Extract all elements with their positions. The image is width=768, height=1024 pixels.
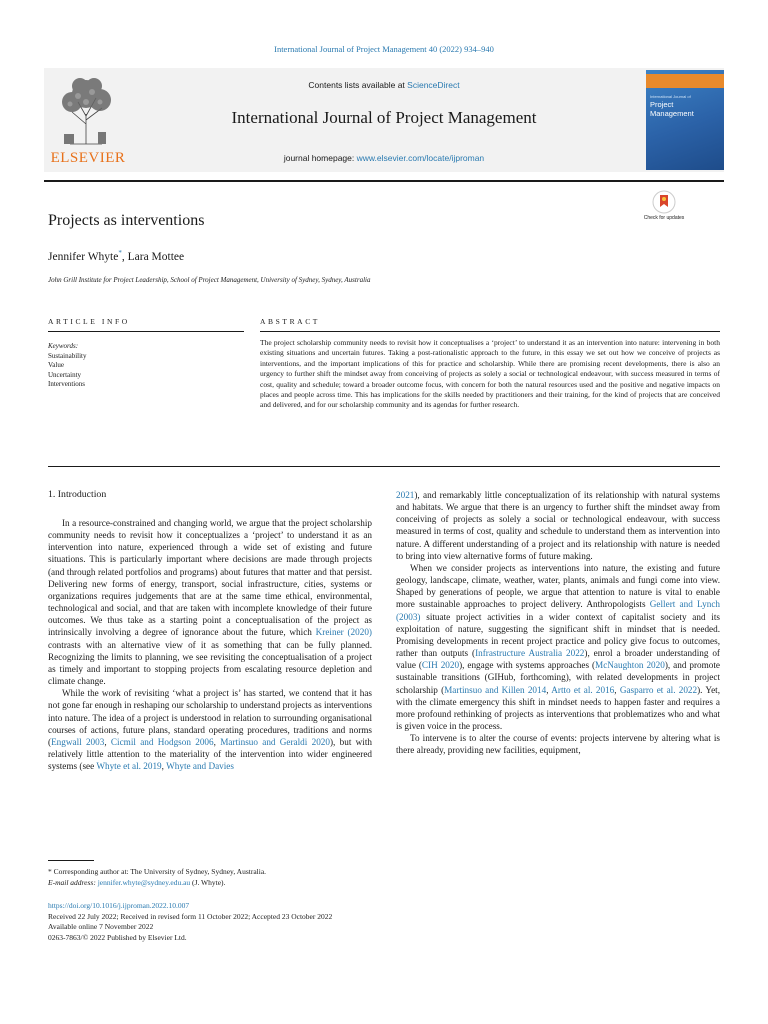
left-column [48,517,372,772]
article-title: Projects as interventions [48,212,205,229]
footnote-text: Corresponding author at: The University of Sydney, Sydney, Australia. [51,867,267,876]
text-run: While the work of revisiting ‘what a project is’ has started, we contend that it has not gone far enough in reshaping our scholarship to understand projects as interventions into nature. The idea of a project is understood in relation to surrounding organisational courses of actions, future plans, standard operating procedures, traditions and norms ( [48,688,372,747]
article-info-rule [48,331,244,332]
publisher-logo-text: ELSEVIER [50,150,126,166]
text-run: ), and remarkably little conceptualization of its relationship with natural systems and habitats. We argue that there is an urgency to further shift the mindset away from conceiving of projects as solely a social or technological endeavour, with success measured in terms of cost, quality and schedule to understand them as intervention into nature. A different understanding of a project and its relationship with nature is needed to bring into view alternative forms of future making. [396,490,720,561]
journal-title: International Journal of Project Management [231,108,537,127]
email-link[interactable]: jennifer.whyte@sydney.edu.au [97,878,191,887]
citation-link[interactable]: Cicmil and Hodgson 2006 [110,736,214,747]
author-2: Lara Mottee [127,250,185,263]
affiliation: John Grill Institute for Project Leadership, School of Project Management, University of Sydney, Sydney, Australia [48,276,371,284]
keyword: Uncertainty [48,370,82,379]
citation-link[interactable]: Artto et al. 2016 [551,684,615,695]
citation-link[interactable]: McNaughton 2020 [595,660,665,671]
available-online: Available online 7 November 2022 [48,922,154,932]
doi-link[interactable]: https://doi.org/10.1016/j.ijproman.2022.10.007 [48,901,190,910]
text-run: ), but with relatively little attention to the materiality of the intervention into wider engineered systems (see [48,736,372,772]
paragraph [396,489,720,562]
article-info-heading: ARTICLE INFO [48,317,130,326]
text-run: situate project activities in a wider context of capitalist society and its exploitation of nature, suggesting the significant shift in mindset that is needed. Promising developments in recent project practice and policy give focus to outcomes, rather than outputs ( [396,611,720,659]
author-1: Jennifer Whyte [48,250,119,263]
email-label: E-mail address: [48,878,98,887]
footnote-mark: * [48,867,52,876]
citation-link[interactable]: Whyte et al. 2019 [96,761,162,772]
right-column [396,489,720,756]
cover-band [646,74,724,88]
text-run: contrasts with an alternative view of it as something that can be fully planned. Recognizing the limits to planning, we see revisiting the conceptualisation of a project as timely and important to stopping projects from escalating resource depletion and climate change. [48,639,372,687]
citation-link[interactable]: CIH 2020 [421,660,460,671]
authors-line [48,249,184,263]
homepage-link[interactable]: www.elsevier.com/locate/ijproman [356,153,485,163]
text-run: , [546,684,552,695]
paragraph [48,687,372,772]
footnote [48,866,448,888]
text-run: ), enrol a broader understanding of value ( [396,648,720,671]
text-run: , [614,684,620,695]
text-run: In a resource-constrained and changing world, we argue that the project scholarship community needs to revisit how it conceptualizes a ‘project’ to understand it as an intervention into nature, experienced through a wide set of existing and future situations. This is particularly important where decisions are made through projects (and through related portfolios and programs) about futures that matter and that persist. Delivering new forms of energy, transport, social infrastructure, cities, systems or organizations requires judgements that are at the same time ethical, environmental, technological and social, and that are taken with incomplete knowledge of their future outcomes. We thus take as a starting point a conceptualisation of the project as intrinsically involving a degree of ignorance about the future, which [48,518,372,638]
citation-link[interactable]: 2021 [396,490,415,500]
corresponding-mark[interactable]: * [118,249,122,257]
elsevier-tree-logo-icon [50,74,122,146]
cover-title [650,100,694,118]
article-metadata [48,901,548,943]
citation-link[interactable]: Kreiner (2020) [315,627,372,638]
journal-citation[interactable]: International Journal of Project Management 40 (2022) 934–940 [274,44,494,54]
author-separator: , [121,250,128,263]
check-for-updates-icon[interactable] [652,190,676,214]
keyword: Sustainability [48,351,87,360]
received-dates: Received 22 July 2022; Received in revised form 11 October 2022; Accepted 23 October 2022 [48,911,333,921]
contents-line [132,80,636,90]
cover-small-text: International Journal of [650,94,691,99]
citation-link[interactable]: Martinsuo and Geraldi 2020 [220,736,330,747]
citation-link[interactable]: Engwall 2003 [51,736,105,747]
keyword: Value [48,361,64,370]
abstract-bottom-rule [48,466,720,467]
abstract-heading: ABSTRACT [260,317,320,326]
cover-title-line2: Management [650,109,694,118]
text-run: , [104,736,111,747]
keyword: Interventions [48,380,85,389]
check-for-updates-label[interactable]: Check for updates [643,215,685,221]
journal-cover-image [646,70,724,170]
text-run: , [161,761,167,772]
text-run: , [213,736,221,747]
text-run: ), engage with systems approaches ( [459,660,596,671]
text-run: ). Yet, with the climate emergency this shift in mindset needs to happen faster and requires a more profound rethinking of projects as interventions that problematizes who and what is given voice in the process. [396,684,721,731]
citation-link[interactable]: Infrastructure Australia 2022 [475,648,585,659]
citation-link[interactable]: Whyte and Davies [166,761,234,772]
footnote-corresponding [48,866,448,877]
copyright: 0263-7863/© 2022 Published by Elsevier Ltd. [48,932,187,942]
contents-prefix: Contents lists available at [308,80,408,90]
keywords-label: Keywords: [48,342,79,350]
sciencedirect-link[interactable]: ScienceDirect [407,80,460,90]
paragraph: To intervene is to alter the course of events: projects intervene by altering what is there already, providing new facilities, equipment, [396,733,720,756]
masthead-rule [44,180,724,182]
keywords-block [48,342,87,390]
abstract-text: The project scholarship community needs to revisit how it conceptualises a ‘project’ to understand it as an intervention into nature: intervening in both existing situations and uncertain futures. Taking a post-rationalistic approach to the future, in this essay we set out how we conceive of projects as interventions, and the important implications of this for practice and scholarship. While there are promising recent developments, there is also an urgency to further shift the mindset away from conceiving of projects as solely a social or technological endeavour, with success measured in terms of cost, quality and schedule; toward a broader outcome focus, with concern for both the natural resources used and the positive and negative impacts on places and people across time. This has implications for the skills needed by practitioners and their training, for the kind of projects that are conceived and delivered, and for our scholarship community and its agendas for further research. [260,338,720,410]
homepage-line [132,153,636,163]
text-run: When we consider projects as interventions into nature, the existing and future geology, landscape, climate, weather, water, plants, animals and fungi come into view. Shaped by generations of people, we argue that attention to nature is vital to enable more sustainable approaches to project delivery. Anthropologists [396,562,720,610]
paragraph [396,562,720,732]
abstract-rule [260,331,720,332]
citation-link[interactable]: Gellert and Lynch (2003) [396,599,720,622]
email-suffix: (J. Whyte). [190,878,226,887]
footnote-email [48,877,448,888]
citation-link[interactable]: Gasparro et al. 2022 [619,684,698,695]
cover-title-line1: Project [650,100,674,109]
paragraph [48,517,372,687]
section-heading-introduction: 1. Introduction [48,489,107,500]
homepage-prefix: journal homepage: [283,153,357,163]
footnote-rule [48,860,94,861]
text-run: ), and promote sustainable transitions (GIHub, forthcoming), with related developments in project scholarship ( [396,660,720,695]
citation-link[interactable]: Martinsuo and Killen 2014 [444,684,547,695]
